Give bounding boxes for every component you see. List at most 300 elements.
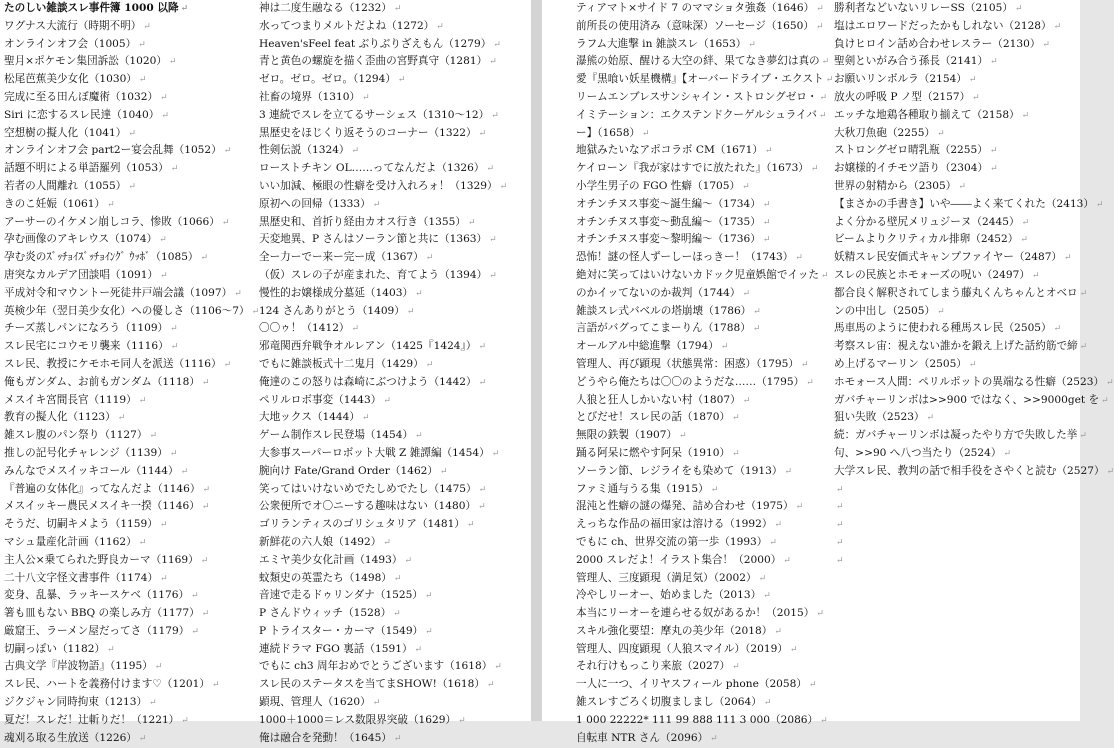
list-item-text: 変身、乱暴、ラッキースケベ（1176）	[4, 589, 190, 602]
list-item-text: 原初への回帰（1333）	[259, 197, 371, 210]
paragraph-mark-icon: ↵	[169, 448, 178, 459]
paragraph-mark-icon: ↵	[642, 128, 650, 139]
list-item[interactable]	[259, 231, 529, 249]
list-item-text: 放火の呼吸 P ノ型（2157）	[834, 90, 971, 103]
list-item-text: 社畜の境界（1310）	[259, 90, 361, 103]
list-item-text: 神は二度生融なる（1232）	[259, 2, 392, 14]
list-item[interactable]	[576, 374, 828, 392]
list-item[interactable]	[834, 445, 1080, 463]
list-item-text: 邪竜関西弁戦争オルレアン（1425『1424』）	[259, 340, 477, 353]
list-item[interactable]	[259, 516, 529, 534]
list-item[interactable]	[576, 694, 828, 712]
list-item[interactable]	[259, 303, 529, 321]
list-item-text: 平成対令和マウントー死徒井戸端会議（1097）	[4, 286, 233, 299]
list-item[interactable]	[259, 18, 529, 36]
list-item[interactable]	[4, 463, 252, 481]
list-item[interactable]	[4, 214, 252, 232]
list-item[interactable]	[576, 267, 828, 285]
list-item[interactable]	[259, 587, 529, 605]
list-item[interactable]	[834, 36, 1080, 54]
paragraph-mark-icon: ↵	[732, 448, 740, 459]
list-item[interactable]	[4, 676, 252, 694]
list-item[interactable]	[834, 409, 1080, 427]
list-item[interactable]	[834, 356, 1080, 374]
list-item[interactable]	[4, 694, 252, 712]
paragraph-mark-icon: ↵	[221, 217, 230, 228]
list-item-text: 空想樹の擬人化（1041）	[4, 126, 127, 139]
list-item[interactable]	[576, 552, 828, 570]
paragraph-mark-icon: ↵	[223, 146, 232, 157]
list-item[interactable]	[259, 676, 529, 694]
list-item-text: 雑スレすごろく切腹ましまし（2064）	[576, 696, 762, 709]
paragraph-mark-icon: ↵	[732, 413, 740, 424]
list-item-text: みんなでメスイッキコール（1144）	[4, 464, 179, 477]
list-item[interactable]	[576, 89, 828, 107]
list-item-text: 性剣伝説（1324）	[259, 144, 350, 157]
list-item-text: オンラインオフ会 part2ー宴会乱舞（1052）	[4, 144, 222, 157]
list-item-text: 若者の人間離れ（1055）	[4, 179, 127, 192]
paragraph-mark-icon: ↵	[117, 413, 126, 424]
paragraph-mark-icon: ↵	[810, 164, 819, 175]
paragraph-mark-icon: ↵	[425, 626, 433, 637]
list-item[interactable]	[834, 249, 1080, 267]
list-item[interactable]	[576, 641, 828, 659]
list-item[interactable]	[4, 125, 252, 143]
list-item[interactable]	[4, 267, 252, 285]
list-item[interactable]	[4, 178, 252, 196]
list-item-text: ジクジャン同時拘束（1213）	[4, 696, 148, 709]
list-item-text: 孕む炎のｽﾞｯﾁｮｲｽﾞｯﾁｮｲﾝｸﾞ ｳｯﾎﾞ（1085）	[4, 251, 199, 264]
list-item[interactable]	[834, 18, 1080, 36]
list-item[interactable]	[259, 730, 529, 748]
list-item-text: 続：ガバチャーリンボは凝ったやり方で失敗した挙	[834, 429, 1078, 442]
list-item[interactable]	[259, 196, 529, 214]
paragraph-mark-icon: ↵	[1079, 288, 1088, 299]
list-item-text: それ行けもっこり来旅（2027）	[576, 660, 731, 673]
list-item[interactable]	[576, 0, 828, 18]
list-item[interactable]	[4, 89, 252, 107]
list-item-text: 青と黄色の螺旋を描く歪曲の宮野真守（1281）	[259, 55, 488, 68]
list-item[interactable]	[4, 712, 252, 730]
list-item[interactable]	[259, 463, 529, 481]
list-item[interactable]	[4, 160, 252, 178]
list-item[interactable]	[4, 303, 260, 321]
list-item[interactable]	[576, 142, 828, 160]
list-item[interactable]	[576, 587, 828, 605]
list-item[interactable]	[4, 498, 252, 516]
list-item[interactable]	[834, 53, 1080, 71]
paragraph-mark-icon: ↵	[478, 484, 487, 495]
paragraph-mark-icon: ↵	[990, 57, 998, 68]
list-item-text: 大参事スーパーロボット大戦 Z 雑譚編（1454）	[259, 446, 490, 459]
list-item-text: ゼロ。ゼロ。ゼロ。（1294）	[259, 73, 396, 86]
list-item-text: 古典文学『岸波物語』（1195）	[4, 660, 153, 673]
document-page-left	[0, 0, 531, 744]
list-item[interactable]	[834, 196, 1104, 214]
list-item[interactable]	[4, 36, 252, 54]
list-item-text: 聖月×ポケモン集団訴訟（1020）	[4, 55, 167, 68]
list-item[interactable]	[576, 445, 828, 463]
paragraph-mark-icon: ↵	[383, 537, 391, 548]
paragraph-mark-icon: ↵	[1096, 199, 1104, 210]
list-item-text: ソーラン節、レジライをも染めて（1913）	[576, 464, 783, 477]
list-item[interactable]	[4, 427, 252, 445]
list-item[interactable]	[834, 285, 1088, 303]
paragraph-mark-icon: ↵	[478, 342, 486, 353]
paragraph-mark-icon: ↵	[170, 164, 179, 175]
list-item[interactable]	[4, 196, 252, 214]
paragraph-mark-icon: ↵	[1031, 270, 1040, 281]
list-item[interactable]	[834, 107, 1080, 125]
list-item[interactable]	[576, 214, 828, 232]
list-item[interactable]	[834, 71, 1080, 89]
list-item-text: 冷やしリーオー、始めました（2013）	[576, 589, 762, 602]
list-item[interactable]	[834, 427, 1087, 445]
paragraph-mark-icon: ↵	[783, 555, 791, 566]
paragraph-mark-icon: ↵	[393, 4, 402, 14]
list-item[interactable]	[576, 285, 828, 303]
list-item[interactable]	[576, 36, 828, 54]
list-item-text: 都合良く解釈されてしまう藤丸くんちゃんとオベロ	[834, 286, 1078, 299]
list-item-text: 腕向け Fate/Grand Order（1462）	[259, 464, 439, 477]
document-title[interactable]	[4, 0, 252, 18]
list-item[interactable]	[834, 142, 1080, 160]
list-item[interactable]	[259, 427, 529, 445]
list-item[interactable]	[576, 676, 828, 694]
list-item[interactable]	[4, 623, 252, 641]
list-item[interactable]	[4, 409, 252, 427]
list-item[interactable]	[576, 338, 828, 356]
paragraph-mark-icon: ↵	[486, 164, 495, 175]
list-item[interactable]	[259, 160, 529, 178]
paragraph-mark-icon: ↵	[478, 128, 487, 139]
list-item[interactable]	[4, 231, 252, 249]
paragraph-mark-icon: ↵	[372, 199, 381, 210]
paragraph-mark-icon: ↵	[1079, 431, 1087, 442]
list-item-text: 『普遍の女体化』ってなんだよ（1146）	[4, 482, 201, 495]
list-item-text: メスイッキー農民メスイキ一揆（1146）	[4, 500, 200, 513]
list-item[interactable]	[4, 552, 252, 570]
list-item[interactable]	[576, 160, 828, 178]
list-item[interactable]	[259, 374, 529, 392]
paragraph-mark-icon: ↵	[425, 253, 434, 264]
list-item[interactable]	[259, 623, 529, 641]
paragraph-mark-icon: ↵	[393, 609, 401, 620]
list-item[interactable]	[259, 481, 529, 499]
list-item[interactable]	[4, 249, 252, 267]
list-item-text: ー】（1658）	[576, 126, 641, 139]
list-item[interactable]	[259, 249, 529, 267]
list-item-text: ゴリランティスのゴリシュタリア（1481）	[259, 518, 465, 531]
paragraph-mark-icon: ↵	[937, 306, 945, 317]
list-item[interactable]	[4, 658, 252, 676]
list-item-text: 笑ってはいけないめでたしめでたし（1475）	[259, 482, 477, 495]
list-item[interactable]	[4, 516, 252, 534]
list-item[interactable]	[259, 320, 529, 338]
list-item[interactable]	[259, 53, 529, 71]
list-item[interactable]	[4, 285, 252, 303]
list-item[interactable]	[834, 516, 1080, 534]
list-item[interactable]	[259, 71, 529, 89]
list-item[interactable]	[576, 178, 828, 196]
list-item[interactable]	[576, 125, 828, 143]
list-item-text: どうやら俺たちは〇〇のようだな……（1795）	[576, 375, 805, 388]
paragraph-mark-icon: ↵	[710, 484, 719, 495]
list-item[interactable]	[834, 481, 1080, 499]
list-item[interactable]	[834, 320, 1080, 338]
list-item-text: 松尾芭蕉美少女化（1030）	[4, 73, 137, 86]
list-item[interactable]	[834, 125, 1080, 143]
paragraph-mark-icon: ↵	[159, 235, 167, 246]
list-item[interactable]	[834, 463, 1114, 481]
list-item[interactable]	[4, 641, 252, 659]
list-item-text: 英検少年（翌日美少女化）への優しさ（1106～7）	[4, 304, 250, 317]
list-item[interactable]	[4, 374, 252, 392]
paragraph-mark-icon: ↵	[191, 591, 199, 602]
list-item[interactable]	[259, 694, 529, 712]
list-item[interactable]	[259, 445, 529, 463]
list-item[interactable]	[259, 712, 529, 730]
list-item[interactable]	[4, 142, 252, 160]
list-item-text: 完成に至る田んぼ魔術（1032）	[4, 90, 159, 103]
list-item[interactable]	[834, 178, 1080, 196]
list-item[interactable]	[834, 231, 1080, 249]
list-item[interactable]	[576, 427, 828, 445]
list-item[interactable]	[4, 71, 252, 89]
list-item[interactable]	[4, 53, 252, 71]
list-item-text: 言語がバグってこまーりん（1788）	[576, 322, 751, 335]
paragraph-mark-icon: ↵	[499, 181, 508, 192]
list-item[interactable]	[834, 214, 1080, 232]
list-item-text: 1000＋1000＝レス数限界突破（1629）	[259, 713, 457, 726]
list-item[interactable]	[4, 534, 252, 552]
list-item[interactable]	[576, 605, 828, 623]
list-item[interactable]	[834, 392, 1109, 410]
list-item[interactable]	[259, 36, 529, 54]
list-item-text: 小学生男子の FGO 性癖（1705）	[576, 179, 741, 192]
list-item-text: 2000 スレだよ！イラスト集合！（2000）	[576, 553, 782, 566]
paragraph-mark-icon: ↵	[836, 484, 844, 495]
list-item-text: P さんドウィッチ（1528）	[259, 607, 392, 620]
list-item[interactable]	[576, 320, 828, 338]
list-item-text: 聖剣といがみ合う孫長（2141）	[834, 55, 989, 68]
list-item-text: でもに ch、世界交流の第一歩（1993）	[576, 535, 768, 548]
list-item[interactable]	[576, 516, 828, 534]
list-item[interactable]	[576, 463, 828, 481]
list-item[interactable]	[576, 196, 828, 214]
paragraph-mark-icon: ↵	[816, 21, 824, 32]
list-item-text: 管理人、再び顕現（状態異常：困惑）（1795）	[576, 357, 799, 370]
list-item[interactable]	[4, 481, 252, 499]
paragraph-mark-icon: ↵	[1053, 21, 1062, 32]
list-item[interactable]	[834, 498, 1080, 516]
paragraph-mark-icon: ↵	[1003, 448, 1012, 459]
paragraph-mark-icon: ↵	[128, 181, 136, 192]
list-item[interactable]	[576, 481, 828, 499]
list-item[interactable]	[576, 498, 828, 516]
list-item[interactable]	[259, 658, 529, 676]
paragraph-mark-icon: ↵	[926, 413, 935, 424]
list-item[interactable]	[576, 658, 828, 676]
list-item[interactable]	[576, 623, 828, 641]
list-item-text: Heaven'sFeel feat ぶりぶりざえもん（1279）	[259, 37, 492, 50]
list-item-text: 顕現、管理人（1620）	[259, 696, 371, 709]
list-item[interactable]	[576, 730, 828, 748]
list-item[interactable]	[834, 303, 1080, 321]
list-item[interactable]	[834, 534, 1080, 552]
list-item-text: スレの民族とホモォーズの呪い（2497）	[834, 268, 1030, 281]
paragraph-mark-icon: ↵	[138, 75, 147, 86]
list-item[interactable]	[4, 392, 252, 410]
paragraph-mark-icon: ↵	[234, 288, 242, 299]
paragraph-mark-icon: ↵	[742, 181, 750, 192]
list-item[interactable]	[834, 267, 1080, 285]
list-item[interactable]	[259, 267, 529, 285]
paragraph-mark-icon: ↵	[458, 715, 466, 726]
paragraph-mark-icon: ↵	[478, 377, 487, 388]
list-item[interactable]	[576, 107, 828, 125]
list-item-text: 自転車 NTR さん（2096）	[576, 731, 709, 744]
paragraph-mark-icon: ↵	[1021, 217, 1030, 228]
list-item-text: ペリルロボ事変（1443）	[259, 393, 382, 406]
list-item[interactable]	[259, 0, 529, 18]
list-item-text: ホモォース人間：ペリルポットの異端なる性癖（2523）	[834, 375, 1105, 388]
list-item-text: のかイッてないのか裁判（1744）	[576, 286, 741, 299]
list-item[interactable]	[259, 125, 529, 143]
paragraph-mark-icon: ↵	[679, 431, 687, 442]
list-item[interactable]	[834, 552, 1080, 570]
paragraph-mark-icon: ↵	[762, 217, 771, 228]
list-item-text: イミテーション：エクステンドクーゲルシュライバ	[576, 108, 817, 121]
list-item[interactable]	[4, 445, 252, 463]
list-item[interactable]	[259, 285, 529, 303]
paragraph-mark-icon: ↵	[425, 591, 433, 602]
list-item[interactable]	[259, 570, 529, 588]
paragraph-mark-icon: ↵	[406, 306, 415, 317]
paragraph-mark-icon: ↵	[393, 573, 402, 584]
list-item-text: スレ民のステータスを当てまSHOW!（1618）	[259, 678, 485, 691]
paragraph-mark-icon: ↵	[491, 110, 499, 121]
paragraph-mark-icon: ↵	[491, 448, 500, 459]
paragraph-mark-icon: ↵	[170, 342, 179, 353]
list-item[interactable]	[576, 53, 828, 71]
list-item[interactable]	[259, 178, 529, 196]
list-item[interactable]	[576, 392, 828, 410]
list-item-text: お嬢様的イチモツ語り（2304）	[834, 162, 989, 175]
list-item-text: 全ー力ーでー来ー完ー成（1367）	[259, 251, 424, 264]
list-item[interactable]	[576, 712, 828, 730]
list-item-text: オチンチヌス事変～誕生編～（1734）	[576, 197, 761, 210]
paragraph-mark-icon: ↵	[161, 110, 169, 121]
list-item[interactable]	[834, 160, 1080, 178]
paragraph-mark-icon: ↵	[201, 377, 210, 388]
list-item-text: とびだせ！スレ民の話（1870）	[576, 411, 731, 424]
list-item[interactable]	[4, 730, 252, 748]
list-item-text: そうだ、切嗣キメよう（1159）	[4, 518, 158, 531]
list-item-text: 管理人、三度顕現（満足気）（2002）	[576, 571, 757, 584]
paragraph-mark-icon: ↵	[774, 626, 782, 637]
paragraph-mark-icon: ↵	[415, 431, 423, 442]
paragraph-mark-icon: ↵	[351, 146, 360, 157]
list-item[interactable]	[4, 320, 252, 338]
list-item[interactable]	[4, 338, 252, 356]
list-item[interactable]	[259, 356, 529, 374]
paragraph-mark-icon: ↵	[397, 75, 406, 86]
list-item[interactable]	[259, 534, 529, 552]
paragraph-mark-icon: ↵	[958, 181, 966, 192]
list-item-text: 塩はエロワードだったかもしれない（2128）	[834, 19, 1052, 32]
list-item[interactable]	[259, 552, 529, 570]
list-item[interactable]	[259, 107, 529, 125]
list-item-text: め上げるマーリン（2505）	[834, 357, 967, 370]
list-item[interactable]	[576, 303, 828, 321]
list-item[interactable]	[259, 605, 529, 623]
paragraph-mark-icon: ↵	[362, 92, 370, 103]
list-item[interactable]	[834, 0, 1080, 18]
list-item[interactable]	[259, 409, 529, 427]
list-item[interactable]	[4, 605, 252, 623]
list-item-text: ローストチキン OL……ってなんだよ（1326）	[259, 162, 485, 175]
list-item[interactable]	[259, 142, 529, 160]
list-item[interactable]	[576, 570, 828, 588]
list-item[interactable]	[576, 356, 828, 374]
list-item[interactable]	[576, 71, 834, 89]
list-item-text: 妖精スレ民安価式キャンプファイヤー（2487）	[834, 251, 1063, 264]
paragraph-mark-icon: ↵	[990, 164, 998, 175]
list-item[interactable]	[4, 107, 252, 125]
paragraph-mark-icon: ↵	[1106, 466, 1114, 477]
list-item[interactable]	[576, 249, 828, 267]
paragraph-mark-icon: ↵	[170, 324, 178, 335]
list-item[interactable]	[834, 338, 1088, 356]
list-item-text: チーズ蒸しパンになろう（1109）	[4, 322, 169, 335]
paragraph-mark-icon: ↵	[138, 733, 147, 744]
paragraph-mark-icon: ↵	[1064, 253, 1072, 264]
list-item[interactable]	[259, 214, 529, 232]
paragraph-mark-icon: ↵	[201, 502, 210, 513]
list-item-text: 本当にリーオーを連らせる奴があるか！（2015）	[576, 607, 815, 620]
list-item[interactable]	[4, 18, 252, 36]
list-item[interactable]	[576, 231, 828, 249]
list-item[interactable]	[834, 374, 1114, 392]
list-item-text: 俺達のこの怒りは森崎にぶつけよう（1442）	[259, 375, 477, 388]
paragraph-mark-icon: ↵	[149, 431, 158, 442]
list-item[interactable]	[834, 89, 1080, 107]
list-item[interactable]	[576, 18, 828, 36]
paragraph-mark-icon: ↵	[763, 698, 772, 709]
list-item-text: 厳窟王、ラーメン屋だってさ（1179）	[4, 624, 190, 637]
list-item-text: えっちな作品の福田家は溶ける（1992）	[576, 518, 773, 531]
list-item[interactable]	[259, 89, 529, 107]
list-item[interactable]	[259, 392, 529, 410]
list-item[interactable]	[4, 570, 252, 588]
list-item[interactable]	[259, 338, 529, 356]
paragraph-mark-icon: ↵	[440, 466, 448, 477]
list-item-text: 前所長の使用済み（意味深）ソーセージ（1650）	[576, 19, 814, 32]
paragraph-mark-icon: ↵	[742, 288, 751, 299]
list-item[interactable]	[259, 641, 529, 659]
list-item[interactable]	[576, 409, 828, 427]
list-item[interactable]	[4, 356, 252, 374]
paragraph-mark-icon: ↵	[989, 146, 998, 157]
list-item[interactable]	[576, 534, 828, 552]
list-item-text: 孕む画像のアキレウス（1074）	[4, 233, 158, 246]
list-item-text: 〇〇ゥ！（1412）	[259, 322, 350, 335]
list-item[interactable]	[259, 498, 529, 516]
list-item-text: スレ民宅にコウモリ襲来（1116）	[4, 340, 169, 353]
list-item[interactable]	[4, 587, 252, 605]
text-column-3	[576, 0, 834, 747]
